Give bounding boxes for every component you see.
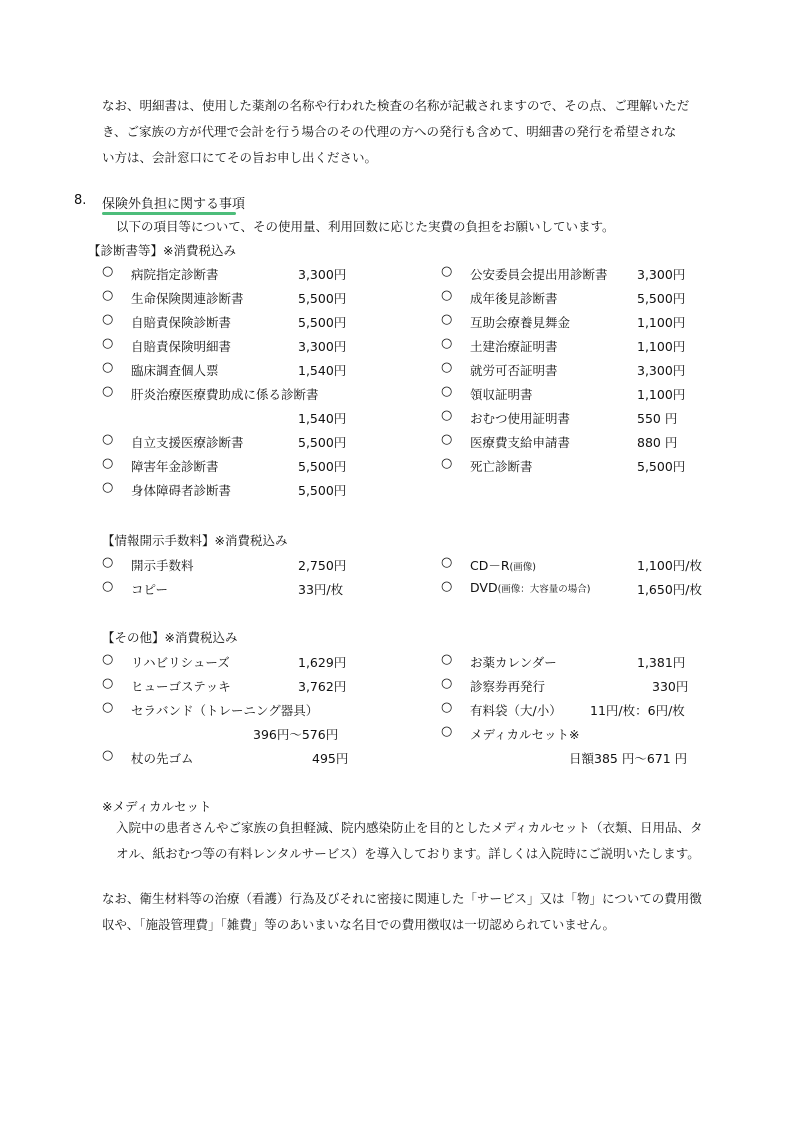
- item-name-text: CD－R: [470, 558, 510, 573]
- bullet-icon: ○: [102, 652, 114, 667]
- item-note: (画像): [509, 562, 536, 573]
- section-description: 以下の項目等について、その使用量、利用回数に応じた実費の負担をお願いしています。: [116, 219, 615, 234]
- item-price: 3,762円: [298, 679, 347, 694]
- bullet-icon: ○: [441, 579, 453, 594]
- item-name: 公安委員会提出用診断書: [470, 267, 608, 282]
- bullet-icon: ○: [102, 555, 114, 570]
- intro-line: なお、明細書は、使用した薬剤の名称や行われた検査の名称が記載されますので、その点、ご理解いただ: [102, 98, 690, 113]
- item-name: 障害年金診断書: [131, 459, 219, 474]
- item-name: 身体障碍者診断書: [131, 483, 232, 498]
- bullet-icon: ○: [102, 288, 114, 303]
- item-price: 日額385 円～671 円: [569, 751, 688, 766]
- item-name: 生命保険関連診断書: [131, 291, 244, 306]
- item-name: お薬カレンダー: [470, 655, 557, 670]
- section-title-underline: [102, 212, 236, 215]
- item-price: 1,100円: [637, 339, 686, 354]
- item-name: 臨床調査個人票: [131, 363, 219, 378]
- bullet-icon: ○: [441, 432, 453, 447]
- item-name: 死亡診断書: [470, 459, 533, 474]
- item-name: 領収証明書: [470, 387, 533, 402]
- item-name: 肝炎治療医療費助成に係る診断書: [131, 387, 319, 402]
- item-name: 就労可否証明書: [470, 363, 558, 378]
- item-name: 杖の先ゴム: [131, 751, 194, 766]
- bullet-icon: ○: [102, 384, 114, 399]
- bullet-icon: ○: [441, 312, 453, 327]
- bullet-icon: ○: [441, 724, 453, 739]
- item-name: [470, 580, 591, 595]
- item-price: 1,650円/枚: [637, 582, 702, 597]
- bullet-icon: ○: [441, 456, 453, 471]
- bullet-icon: ○: [441, 384, 453, 399]
- item-price: 5,500円: [637, 291, 686, 306]
- bullet-icon: ○: [102, 700, 114, 715]
- section-title: 保険外負担に関する事項: [102, 197, 246, 212]
- bullet-icon: ○: [441, 288, 453, 303]
- medical-set-line: オル、紙おむつ等の有料レンタルサービス）を導入しております。詳しくは入院時にご説明いたします。: [116, 846, 700, 861]
- bullet-icon: ○: [441, 336, 453, 351]
- item-name: 成年後見診断書: [470, 291, 558, 306]
- bullet-icon: ○: [102, 579, 114, 594]
- item-price: 880 円: [637, 435, 678, 450]
- item-price: 5,500円: [298, 483, 347, 498]
- item-name: 互助会療養見舞金: [470, 315, 571, 330]
- bullet-icon: ○: [441, 555, 453, 570]
- item-price: 1,540円: [298, 363, 347, 378]
- intro-line: き、ご家族の方が代理で会計を行う場合のその代理の方への発行も含めて、明細書の発行を希望されな: [102, 124, 677, 139]
- intro-line: い方は、会計窓口にてその旨お申し出ください。: [102, 150, 378, 165]
- closing-line: なお、衛生材料等の治療（看護）行為及びそれに密接に関連した「サービス」又は「物」についての費用徴: [102, 891, 702, 906]
- item-price: 2,750円: [298, 558, 347, 573]
- bullet-icon: ○: [102, 312, 114, 327]
- other-header: 【その他】※消費税込み: [102, 630, 238, 645]
- item-price: 5,500円: [298, 291, 347, 306]
- item-name: メディカルセット※: [470, 727, 580, 742]
- item-name: 開示手数料: [131, 558, 194, 573]
- item-price: 330円: [652, 679, 689, 694]
- item-price: 550 円: [637, 411, 678, 426]
- bullet-icon: ○: [441, 700, 453, 715]
- bullet-icon: ○: [441, 360, 453, 375]
- bullet-icon: ○: [102, 336, 114, 351]
- item-price: 5,500円: [298, 459, 347, 474]
- bullet-icon: ○: [102, 480, 114, 495]
- disclosure-header: 【情報開示手数料】※消費税込み: [102, 533, 288, 548]
- medical-set-line: 入院中の患者さんやご家族の負担軽減、院内感染防止を目的としたメディカルセット（衣類、日用品、タ: [116, 820, 703, 835]
- bullet-icon: ○: [102, 676, 114, 691]
- bullet-icon: ○: [102, 432, 114, 447]
- item-price: 3,300円: [298, 339, 347, 354]
- item-price: 5,500円: [298, 315, 347, 330]
- item-name: 土建治療証明書: [470, 339, 558, 354]
- medical-set-paragraph: [116, 815, 726, 867]
- item-name: ヒューゴステッキ: [131, 679, 231, 694]
- item-name: 自賠責保険明細書: [131, 339, 232, 354]
- item-name: 自立支援医療診断書: [131, 435, 244, 450]
- bullet-icon: ○: [102, 264, 114, 279]
- item-name: 診察券再発行: [470, 679, 546, 694]
- item-name: 病院指定診断書: [131, 267, 219, 282]
- bullet-icon: ○: [441, 264, 453, 279]
- item-price: 5,500円: [298, 435, 347, 450]
- closing-line: 収や、「施設管理費」「雑費」等のあいまいな名目での費用徴収は一切認められていません。: [102, 917, 616, 932]
- item-price: 1,381円: [637, 655, 686, 670]
- item-price: 3,300円: [637, 363, 686, 378]
- item-price: 1,629円: [298, 655, 347, 670]
- item-price: 5,500円: [637, 459, 686, 474]
- item-name: 医療費支給申請書: [470, 435, 571, 450]
- item-price: 1,100円: [637, 315, 686, 330]
- item-name: リハビリシューズ: [131, 655, 230, 670]
- bullet-icon: ○: [441, 676, 453, 691]
- item-price: 33円/枚: [298, 582, 344, 597]
- intro-paragraph: [102, 93, 722, 171]
- item-name: おむつ使用証明書: [470, 411, 571, 426]
- item-name: [470, 556, 536, 574]
- bullet-icon: ○: [102, 360, 114, 375]
- item-name: コピー: [131, 582, 169, 597]
- item-name: 自賠責保険診断書: [131, 315, 232, 330]
- item-price: 396円～576円: [253, 727, 339, 742]
- medical-set-title: ※メディカルセット: [102, 799, 212, 814]
- item-price: 3,300円: [637, 267, 686, 282]
- bullet-icon: ○: [441, 652, 453, 667]
- item-name: 有料袋（大/小）: [470, 703, 562, 718]
- closing-paragraph: [102, 886, 722, 938]
- item-name: セラバンド（トレーニング器具）: [131, 703, 319, 718]
- item-price: 3,300円: [298, 267, 347, 282]
- item-price: 1,100円: [637, 387, 686, 402]
- bullet-icon: ○: [441, 408, 453, 423]
- bullet-icon: ○: [102, 456, 114, 471]
- item-price: 495円: [312, 751, 349, 766]
- diagnosis-header: 【診断書等】※消費税込み: [88, 243, 236, 258]
- item-note: (画像：大容量の場合): [497, 584, 591, 595]
- section-number: 8.: [74, 193, 87, 208]
- bullet-icon: ○: [102, 748, 114, 763]
- item-price: 11円/枚：6円/枚: [590, 703, 685, 718]
- item-price: 1,540円: [298, 411, 347, 426]
- item-name-text: DVD: [470, 580, 498, 595]
- item-price: 1,100円/枚: [637, 558, 702, 573]
